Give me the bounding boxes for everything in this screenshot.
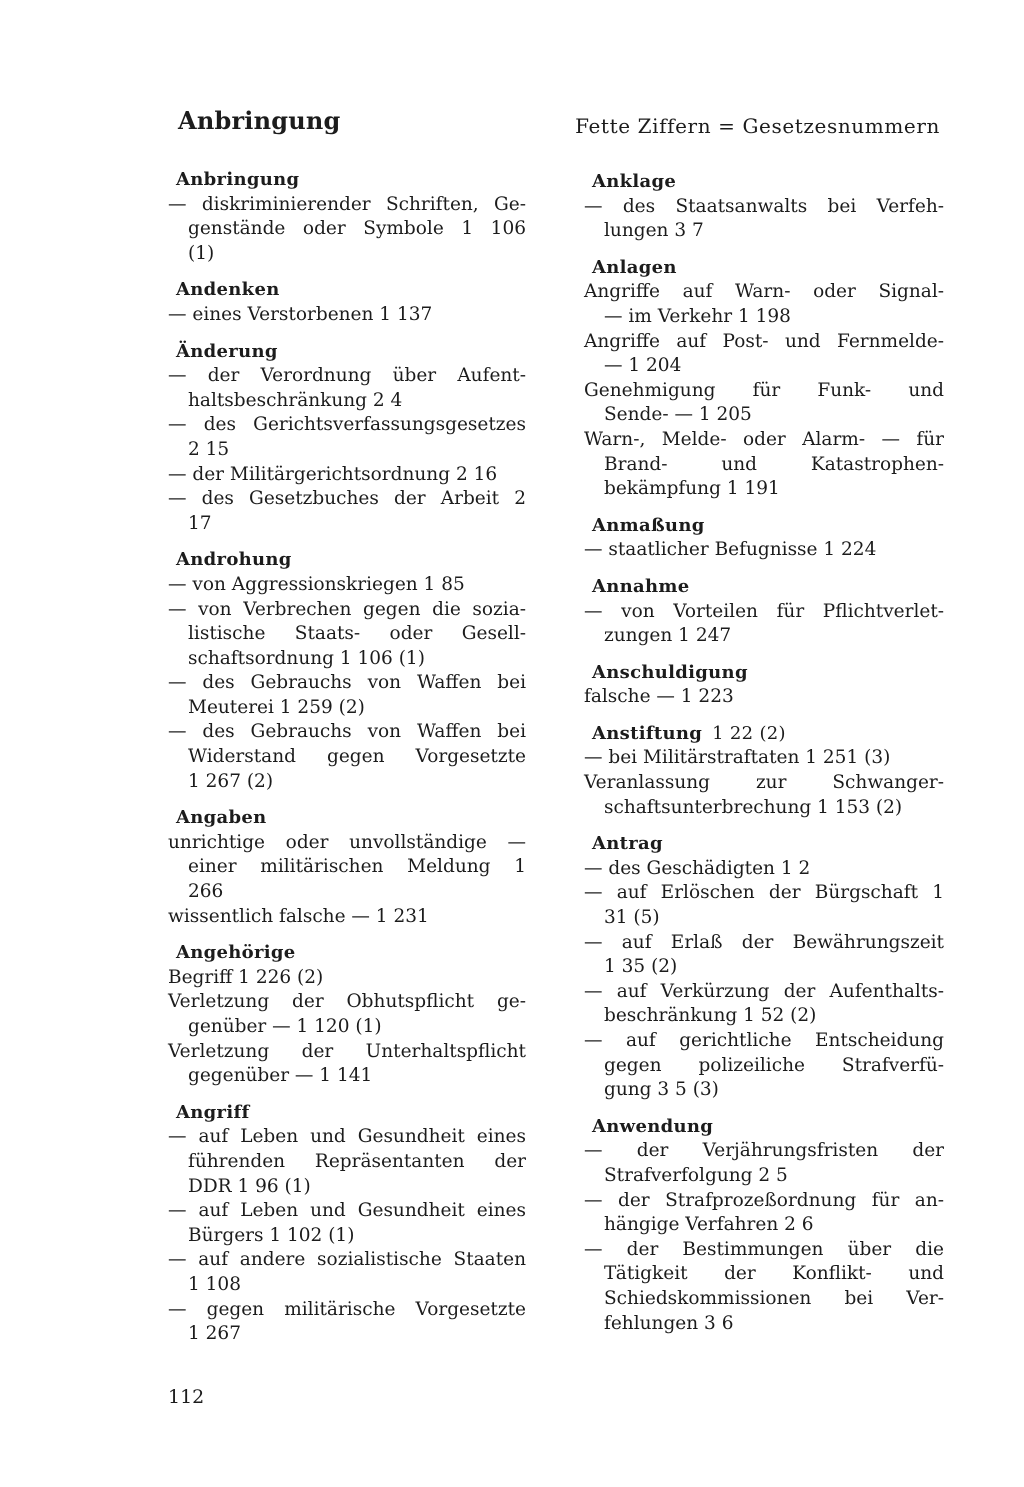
index-term bbox=[592, 514, 944, 539]
index-subentry-line: zungen 1 247 bbox=[604, 625, 732, 647]
index-subentry-line: fehlungen 3 6 bbox=[604, 1312, 734, 1334]
index-entry bbox=[168, 941, 526, 1089]
index-entry bbox=[584, 170, 944, 244]
index-subentry-line: — von Vorteilen für Pflichtverlet- bbox=[584, 600, 944, 622]
index-subentry-line: 2 15 bbox=[188, 438, 230, 460]
index-subentry-line: — auf Erlöschen der Bürgschaft 1 bbox=[584, 882, 944, 904]
index-subentry-line: einer militärischen Meldung 1 bbox=[188, 856, 526, 878]
index-entry bbox=[584, 1115, 944, 1336]
index-entry bbox=[168, 548, 526, 794]
index-subentry-line: Meuterei 1 259 (2) bbox=[188, 696, 365, 718]
index-subentry-line: — auf Leben und Gesundheit eines bbox=[168, 1126, 526, 1148]
index-term-text: Andenken bbox=[176, 279, 280, 301]
index-subentry-line: — eines Verstorbenen 1 137 bbox=[168, 303, 433, 325]
index-subentry-line: — staatlicher Befugnisse 1 224 bbox=[584, 539, 877, 561]
index-term bbox=[176, 278, 526, 303]
index-entry bbox=[584, 256, 944, 502]
index-subentry-line: 17 bbox=[188, 512, 212, 534]
index-entry bbox=[168, 1101, 526, 1347]
index-term bbox=[592, 170, 944, 195]
index-entry bbox=[168, 168, 526, 266]
index-entry bbox=[168, 340, 526, 537]
index-subentry-line: wissentlich falsche — 1 231 bbox=[168, 905, 429, 927]
index-subentry-line: — auf Erlaß der Bewährungszeit bbox=[584, 931, 944, 953]
index-entry bbox=[584, 514, 944, 563]
index-subentry-line: 266 bbox=[188, 881, 224, 903]
index-term bbox=[592, 661, 944, 686]
index-subentry-line: — der Strafprozeßordnung für an- bbox=[584, 1189, 944, 1211]
index-subentry-line: Sende- — 1 205 bbox=[604, 404, 752, 426]
running-head-term: Anbringung bbox=[178, 106, 341, 135]
index-subentry-line: Genehmigung für Funk- und bbox=[584, 379, 944, 401]
index-subentry-line: beschränkung 1 52 (2) bbox=[604, 1005, 817, 1027]
index-entry bbox=[584, 575, 944, 649]
index-term-text: Anstiftung bbox=[592, 722, 703, 744]
index-term-text: Angriff bbox=[176, 1101, 250, 1123]
index-subentry-line: — auf Verkürzung der Aufenthalts- bbox=[584, 980, 944, 1002]
index-entry bbox=[584, 661, 944, 710]
index-term-text: Anklage bbox=[592, 171, 677, 192]
index-subentry-line: — bei Militärstraftaten 1 251 (3) bbox=[584, 747, 891, 769]
index-subentry-line: — der Verjährungsfristen der bbox=[584, 1140, 944, 1162]
index-subentry-line: — auf andere sozialistische Staaten bbox=[168, 1249, 526, 1271]
index-subentry-line: Angriffe auf Warn- oder Signal- bbox=[584, 281, 944, 303]
index-subentry-line: gegenüber — 1 141 bbox=[188, 1065, 373, 1087]
index-subentry-line: — des Gerichtsverfassungsgesetzes bbox=[168, 414, 526, 436]
index-subentry-line: Warn-, Melde- oder Alarm- — für bbox=[584, 428, 944, 450]
index-term-text: Anbringung bbox=[176, 169, 300, 190]
index-subentry-line: Verletzung der Obhutspflicht ge- bbox=[168, 991, 526, 1013]
index-subentry-line: — der Militärgerichtsordnung 2 16 bbox=[168, 463, 498, 485]
index-entry bbox=[584, 722, 944, 820]
index-term bbox=[592, 1115, 944, 1140]
index-subentry-line: Strafverfolgung 2 5 bbox=[604, 1164, 788, 1186]
index-subentry-line: schaftsordnung 1 106 (1) bbox=[188, 647, 425, 669]
index-entry bbox=[168, 806, 526, 929]
index-term-text: Anmaßung bbox=[592, 514, 705, 536]
index-subentry-line: — der Verordnung über Aufent- bbox=[168, 365, 526, 387]
index-subentry-line: Widerstand gegen Vorgesetzte bbox=[188, 746, 526, 768]
index-subentry-line: 1 267 bbox=[188, 1323, 241, 1345]
index-term-text: Antrag bbox=[592, 833, 663, 855]
index-subentry-line: — von Verbrechen gegen die sozia- bbox=[168, 598, 526, 620]
index-subentry-line: — des Geschädigten 1 2 bbox=[584, 857, 811, 879]
index-subentry-line: — auf gerichtliche Entscheidung bbox=[584, 1030, 944, 1051]
index-entry bbox=[584, 832, 944, 1103]
page-number: 112 bbox=[168, 1386, 205, 1408]
index-subentry-line: — des Gebrauchs von Waffen bei bbox=[168, 672, 526, 694]
index-subentry-line: — auf Leben und Gesundheit eines bbox=[168, 1200, 526, 1222]
index-subentry-line: DDR 1 96 (1) bbox=[188, 1175, 311, 1197]
index-term-text: Anschuldigung bbox=[592, 661, 748, 683]
index-subentry-line: genstände oder Symbole 1 106 bbox=[188, 218, 526, 240]
index-subentry-line: Tätigkeit der Konflikt- und bbox=[604, 1263, 944, 1285]
index-term-text: Androhung bbox=[176, 549, 292, 571]
index-term bbox=[592, 722, 944, 747]
index-subentry-line: — des Staatsanwalts bei Verfeh- bbox=[584, 195, 944, 217]
index-subentry-line: Bürgers 1 102 (1) bbox=[188, 1224, 355, 1246]
index-subentry-line: gegen polizeiliche Strafverfü- bbox=[604, 1054, 944, 1076]
index-subentry-line: schaftsunterbrechung 1 153 (2) bbox=[604, 796, 903, 818]
index-term bbox=[176, 1101, 526, 1126]
index-subentry-line: — des Gebrauchs von Waffen bei bbox=[168, 721, 526, 743]
index-subentry-line: Begriff 1 226 (2) bbox=[168, 966, 324, 988]
index-term bbox=[176, 168, 526, 193]
index-term-text: Angehörige bbox=[176, 942, 296, 964]
index-term-text: Änderung bbox=[176, 340, 278, 362]
index-subentry-line: — der Bestimmungen über die bbox=[584, 1238, 944, 1260]
index-subentry-line: hängige Verfahren 2 6 bbox=[604, 1214, 814, 1236]
index-subentry-line: Brand- und Katastrophen- bbox=[604, 453, 944, 475]
index-term-text: Anlagen bbox=[592, 256, 677, 278]
index-subentry-line: 1 108 bbox=[188, 1273, 241, 1295]
index-term-text: Annahme bbox=[592, 575, 690, 597]
index-term bbox=[176, 548, 526, 573]
index-subentry-line: unrichtige oder unvollständige — bbox=[168, 831, 526, 853]
index-subentry-line: — im Verkehr 1 198 bbox=[604, 305, 791, 327]
index-subentry-line: (1) bbox=[188, 242, 215, 264]
index-term bbox=[176, 806, 526, 831]
running-head-legend: Fette Ziffern = Gesetzesnummern bbox=[575, 114, 940, 138]
index-subentry-line: genüber — 1 120 (1) bbox=[188, 1016, 382, 1037]
index-subentry-line: Schiedskommissionen bei Ver- bbox=[604, 1287, 944, 1309]
index-subentry-line: führenden Repräsentanten der bbox=[188, 1150, 526, 1172]
index-term bbox=[176, 340, 526, 365]
index-subentry-line: — diskriminierender Schriften, Ge- bbox=[168, 193, 526, 215]
index-term bbox=[592, 256, 944, 281]
index-subentry-line: haltsbeschränkung 2 4 bbox=[188, 389, 403, 411]
index-subentry-line: — 1 204 bbox=[604, 355, 682, 377]
index-subentry-line: falsche — 1 223 bbox=[584, 686, 734, 708]
index-subentry-line: — gegen militärische Vorgesetzte bbox=[168, 1298, 526, 1320]
index-entry bbox=[168, 278, 526, 327]
index-term-text: Angaben bbox=[176, 807, 267, 829]
index-term-text: Anwendung bbox=[592, 1115, 714, 1137]
index-subentry-line: — von Aggressionskriegen 1 85 bbox=[168, 573, 465, 595]
index-term bbox=[176, 941, 526, 966]
index-subentry-line: Veranlassung zur Schwanger- bbox=[584, 772, 944, 794]
index-subentry-line: bekämpfung 1 191 bbox=[604, 478, 780, 500]
index-column-left bbox=[168, 168, 526, 1359]
index-subentry-line: 31 (5) bbox=[604, 907, 660, 929]
index-subentry-line: 1 267 (2) bbox=[188, 770, 274, 792]
index-term bbox=[592, 832, 944, 857]
index-subentry-line: — des Gesetzbuches der Arbeit 2 bbox=[168, 488, 526, 510]
index-subentry-line: gung 3 5 (3) bbox=[604, 1079, 719, 1101]
index-subentry-line: lungen 3 7 bbox=[604, 220, 704, 242]
index-subentry-line: 1 35 (2) bbox=[604, 956, 678, 978]
index-term-reference: 1 22 (2) bbox=[712, 722, 786, 744]
index-column-right bbox=[584, 170, 944, 1348]
index-subentry-line: Verletzung der Unterhaltspflicht bbox=[168, 1040, 526, 1062]
index-subentry-line: Angriffe auf Post- und Fernmelde- bbox=[584, 330, 944, 352]
index-term bbox=[592, 575, 944, 600]
index-subentry-line: listische Staats- oder Gesell- bbox=[188, 623, 526, 645]
